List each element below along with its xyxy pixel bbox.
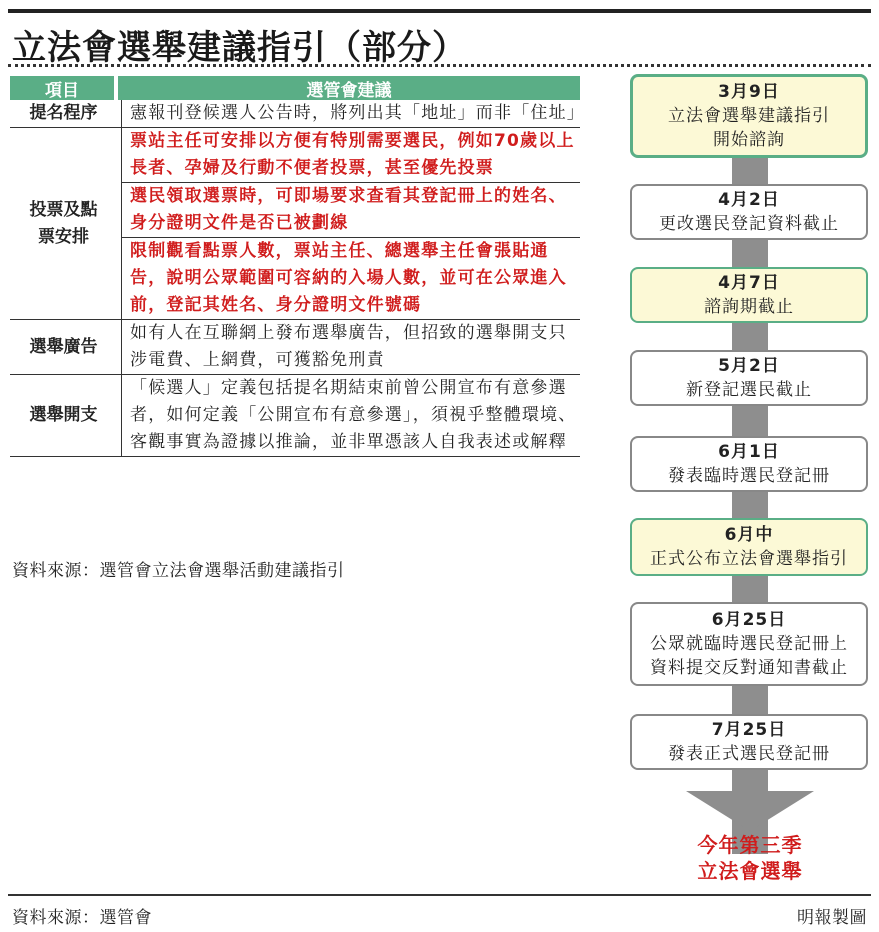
bottom-rule (8, 894, 871, 896)
suggestion-cell: 選民領取選票時，可即場要求查看其登記冊上的姓名、身分證明文件是否已被劃線 (122, 182, 580, 237)
event-desc: 公眾就臨時選民登記冊上 資料提交反對通知書截止 (650, 634, 848, 678)
category-voting-label: 投票及點票安排 (29, 199, 98, 247)
table-header (10, 76, 580, 100)
event-desc: 發表正式選民登記冊 (668, 744, 830, 764)
timeline-event-apr7 (630, 267, 868, 323)
event-date: 4月7日 (718, 273, 780, 293)
table-row-voting (10, 128, 580, 320)
down-arrow-icon (686, 791, 814, 831)
timeline-event-jul25 (630, 714, 868, 770)
final-event-line2: 立法會選舉 (697, 859, 803, 883)
event-desc: 新登記選民截止 (686, 380, 812, 400)
suggestion-cell: 票站主任可安排以方便有特別需要選民，例如70歲以上長者、孕婦及行動不便者投票，甚至優先投票 (130, 131, 575, 178)
final-event (628, 832, 872, 884)
category-voting (10, 128, 122, 319)
event-date: 3月9日 (718, 82, 780, 102)
footer-source: 資料來源：選管會 (12, 908, 152, 928)
event-date: 6月中 (724, 525, 774, 545)
timeline-event-midjun (630, 518, 868, 576)
event-date: 5月2日 (718, 356, 780, 376)
dotted-divider (8, 64, 871, 67)
category-nomination: 提名程序 (10, 100, 122, 127)
event-desc: 諮詢期截止 (704, 297, 794, 317)
final-event-line1: 今年第三季 (697, 833, 803, 857)
suggestion-cell: 如有人在互聯網上發布選舉廣告，但招致的選舉開支只涉電費、上網費，可獲豁免刑責 (130, 323, 567, 370)
event-date: 6月25日 (711, 610, 787, 630)
guideline-table (10, 76, 585, 457)
timeline-event-may2 (630, 350, 868, 406)
footer-credit: 明報製圖 (797, 908, 867, 928)
suggestion-cell: 限制觀看點票人數，票站主任、總選舉主任會張貼通告，說明公眾範圍可容納的入場人數，並可在公眾進入前，登記其姓名、身分證明文件號碼 (122, 237, 580, 319)
timeline (628, 74, 872, 894)
event-desc: 正式公布立法會選舉指引 (650, 549, 848, 569)
event-desc: 發表臨時選民登記冊 (668, 466, 830, 486)
suggestion-cell: 「候選人」定義包括提名期結束前曾公開宣布有意參選者，如何定義「公開宣布有意參選」，須視乎整體環境、客觀事實為證據以推論，並非單憑該人自我表述或解釋 (130, 378, 577, 452)
event-desc: 更改選民登記資料截止 (659, 214, 839, 234)
event-date: 6月1日 (718, 442, 780, 462)
event-date: 7月25日 (711, 720, 787, 740)
event-desc: 立法會選舉建議指引 開始諮詢 (668, 106, 830, 150)
timeline-event-jun25 (630, 602, 868, 686)
timeline-event-mar9 (630, 74, 868, 158)
timeline-event-jun1 (630, 436, 868, 492)
top-rule (8, 9, 871, 13)
table-row-nomination (10, 100, 585, 128)
event-date: 4月2日 (718, 190, 780, 210)
timeline-event-apr2 (630, 184, 868, 240)
page-title: 立法會選舉建議指引（部分） (12, 28, 467, 68)
table-source: 資料來源：選管會立法會選舉活動建議指引 (12, 561, 345, 581)
table-row-advertising (10, 320, 580, 375)
header-item: 項目 (10, 76, 114, 100)
suggestion-cell: 憲報刊登候選人公告時，將列出其「地址」而非「住址」 (130, 103, 585, 123)
header-suggestion: 選管會建議 (118, 76, 580, 100)
category-expenses: 選舉開支 (10, 375, 122, 456)
table-row-expenses (10, 375, 580, 457)
category-advertising: 選舉廣告 (10, 320, 122, 374)
